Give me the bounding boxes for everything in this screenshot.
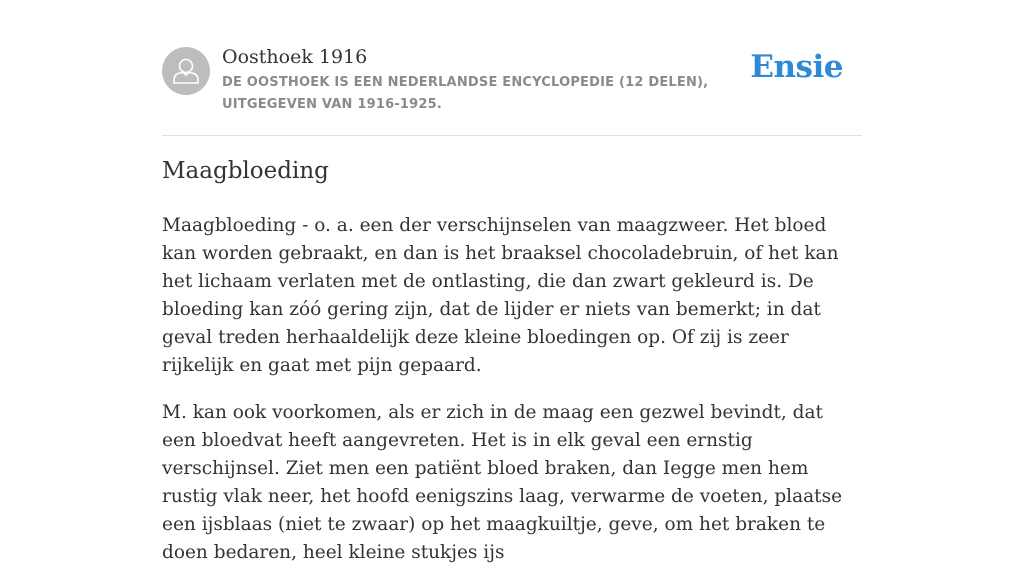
brand-logo[interactable]: Ensie: [750, 49, 843, 85]
user-icon: [162, 47, 210, 95]
source-header: [162, 0, 862, 136]
source-avatar[interactable]: [162, 47, 210, 95]
entry-body: [162, 212, 862, 586]
entry-paragraph: M. kan ook voorkomen, als er zich in de maag een gezwel bevindt, dat een bloedvat heeft aangevreten. Het is in elk geval een ernstig verschijnsel. Ziet men een patiënt bloed braken, dan Iegge men hem rustig vlak neer, het hoofd eenigszins laag, verwarme de voeten, plaatse een ijsblaas (niet te zwaar) op het maagkuiltje, geve, om het braken te doen bedaren, heel kleine stukjes ijs: [162, 402, 843, 563]
source-title[interactable]: Oosthoek 1916: [222, 46, 368, 68]
article-page: [162, 0, 862, 563]
entry-paragraph: Maagbloeding - o. a. een der verschijnselen van maagzweer. Het bloed kan worden gebraakt, en dan is het braaksel chocoladebruin, of het kan het lichaam verlaten met de ontlasting, die dan zwart gekleurd is. De bloeding kan zóó gering zijn, dat de lijder er niets van bemerkt; in dat geval treden herhaaldelijk deze kleine bloedingen op. Of zij is zeer rijkelijk en gaat met pijn gepaard.: [162, 215, 839, 376]
source-description: DE OOSTHOEK IS EEN NEDERLANDSE ENCYCLOPEDIE (12 DELEN), UITGEGEVEN VAN 1916-1925.: [222, 75, 709, 112]
entry-title: Maagbloeding: [162, 158, 329, 184]
